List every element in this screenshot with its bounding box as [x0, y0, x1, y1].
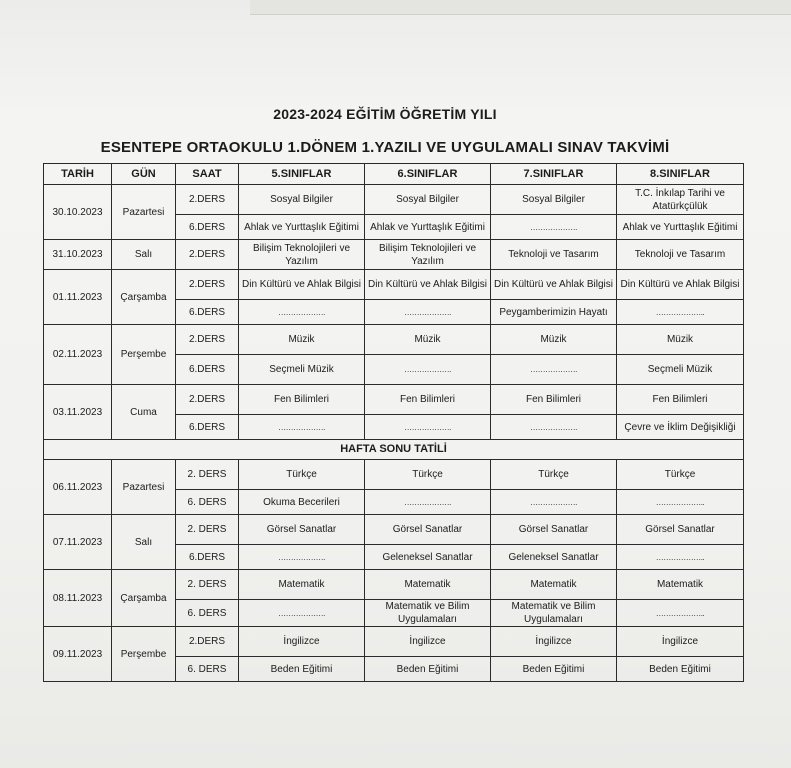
- subject-cell-c6: Görsel Sanatlar: [365, 515, 491, 545]
- header-row: [44, 164, 744, 185]
- subject-cell-c8: ………………..: [617, 600, 744, 627]
- day-cell: Perşembe: [112, 325, 176, 385]
- date-cell: 09.11.2023: [44, 627, 112, 682]
- table-row: [44, 325, 744, 355]
- subject-cell-c7: Teknoloji ve Tasarım: [491, 240, 617, 270]
- subject-cell-c5: Bilişim Teknolojileri ve Yazılım: [239, 240, 365, 270]
- subject-cell-c8: Çevre ve İklim Değişikliği: [617, 415, 744, 440]
- subject-cell-c5: Din Kültürü ve Ahlak Bilgisi: [239, 270, 365, 300]
- subject-cell-c6: Bilişim Teknolojileri ve Yazılım: [365, 240, 491, 270]
- subject-cell-c6: Geleneksel Sanatlar: [365, 545, 491, 570]
- subject-cell-c5: Beden Eğitimi: [239, 657, 365, 682]
- time-cell: 2.DERS: [176, 627, 239, 657]
- time-cell: 2.DERS: [176, 385, 239, 415]
- table-row: [44, 240, 744, 270]
- subject-cell-c7: Matematik ve Bilim Uygulamaları: [491, 600, 617, 627]
- subject-cell-c7: ……………….: [491, 415, 617, 440]
- time-cell: 6.DERS: [176, 415, 239, 440]
- date-cell: 07.11.2023: [44, 515, 112, 570]
- subject-cell-c7: Matematik: [491, 570, 617, 600]
- document-title: 2023-2024 EĞİTİM ÖĞRETİM YILI: [273, 106, 497, 122]
- day-cell: Perşembe: [112, 627, 176, 682]
- subject-cell-c6: Beden Eğitimi: [365, 657, 491, 682]
- date-cell: 31.10.2023: [44, 240, 112, 270]
- header-grade-8: 8.SINIFLAR: [617, 164, 744, 185]
- subject-cell-c5: Görsel Sanatlar: [239, 515, 365, 545]
- subject-cell-c7: Türkçe: [491, 460, 617, 490]
- subject-cell-c8: Teknoloji ve Tasarım: [617, 240, 744, 270]
- header-grade-5: 5.SINIFLAR: [239, 164, 365, 185]
- subject-cell-c5: ……………….: [239, 415, 365, 440]
- subject-cell-c8: Görsel Sanatlar: [617, 515, 744, 545]
- day-cell: Pazartesi: [112, 185, 176, 240]
- day-cell: Çarşamba: [112, 570, 176, 627]
- subject-cell-c5: Fen Bilimleri: [239, 385, 365, 415]
- document-subtitle: ESENTEPE ORTAOKULU 1.DÖNEM 1.YAZILI VE UYGULAMALI SINAV TAKVİMİ: [100, 139, 670, 156]
- subject-cell-c7: ……………….: [491, 215, 617, 240]
- subject-cell-c7: Din Kültürü ve Ahlak Bilgisi: [491, 270, 617, 300]
- day-cell: Salı: [112, 515, 176, 570]
- day-cell: Cuma: [112, 385, 176, 440]
- subject-cell-c5: Sosyal Bilgiler: [239, 185, 365, 215]
- subject-cell-c6: ……………….: [365, 300, 491, 325]
- paper-edge: [250, 0, 791, 15]
- subject-cell-c6: Matematik ve Bilim Uygulamaları: [365, 600, 491, 627]
- subject-cell-c5: Okuma Becerileri: [239, 490, 365, 515]
- subject-cell-c6: ……………….: [365, 490, 491, 515]
- subject-cell-c7: Peygamberimizin Hayatı: [491, 300, 617, 325]
- time-cell: 6. DERS: [176, 600, 239, 627]
- time-cell: 2.DERS: [176, 325, 239, 355]
- table-row: [44, 385, 744, 415]
- subject-cell-c7: İngilizce: [491, 627, 617, 657]
- subject-cell-c6: Sosyal Bilgiler: [365, 185, 491, 215]
- subject-cell-c6: Din Kültürü ve Ahlak Bilgisi: [365, 270, 491, 300]
- header-grade-6: 6.SINIFLAR: [365, 164, 491, 185]
- subject-cell-c5: ……………….: [239, 300, 365, 325]
- subject-cell-c5: ……………….: [239, 545, 365, 570]
- time-cell: 6. DERS: [176, 657, 239, 682]
- table-row: [44, 270, 744, 300]
- subject-cell-c5: İngilizce: [239, 627, 365, 657]
- time-cell: 2. DERS: [176, 460, 239, 490]
- subject-cell-c7: Geleneksel Sanatlar: [491, 545, 617, 570]
- subject-cell-c8: ………………..: [617, 545, 744, 570]
- day-cell: Salı: [112, 240, 176, 270]
- week-break-row: [44, 440, 744, 460]
- subject-cell-c8: Müzik: [617, 325, 744, 355]
- exam-schedule-table: [43, 163, 744, 682]
- subject-cell-c6: Matematik: [365, 570, 491, 600]
- subject-cell-c5: Ahlak ve Yurttaşlık Eğitimi: [239, 215, 365, 240]
- subject-cell-c6: ……………….: [365, 355, 491, 385]
- subject-cell-c5: Türkçe: [239, 460, 365, 490]
- subject-cell-c6: Fen Bilimleri: [365, 385, 491, 415]
- subject-cell-c8: Matematik: [617, 570, 744, 600]
- header-date: TARİH: [44, 164, 112, 185]
- subject-cell-c8: Seçmeli Müzik: [617, 355, 744, 385]
- time-cell: 6.DERS: [176, 545, 239, 570]
- subject-cell-c7: Fen Bilimleri: [491, 385, 617, 415]
- subject-cell-c8: ………………..: [617, 300, 744, 325]
- subject-cell-c7: Beden Eğitimi: [491, 657, 617, 682]
- subject-cell-c7: ……………….: [491, 490, 617, 515]
- subject-cell-c6: Müzik: [365, 325, 491, 355]
- date-cell: 01.11.2023: [44, 270, 112, 325]
- table-row: [44, 515, 744, 545]
- subject-cell-c5: Seçmeli Müzik: [239, 355, 365, 385]
- subject-cell-c8: ………………..: [617, 490, 744, 515]
- header-time: SAAT: [176, 164, 239, 185]
- header-day: GÜN: [112, 164, 176, 185]
- table-row: [44, 460, 744, 490]
- table-row: [44, 185, 744, 215]
- day-cell: Pazartesi: [112, 460, 176, 515]
- time-cell: 2. DERS: [176, 570, 239, 600]
- subject-cell-c6: Türkçe: [365, 460, 491, 490]
- subject-cell-c5: Matematik: [239, 570, 365, 600]
- subject-cell-c6: Ahlak ve Yurttaşlık Eğitimi: [365, 215, 491, 240]
- date-cell: 03.11.2023: [44, 385, 112, 440]
- subject-cell-c7: ……………….: [491, 355, 617, 385]
- time-cell: 6.DERS: [176, 215, 239, 240]
- subject-cell-c7: Görsel Sanatlar: [491, 515, 617, 545]
- table-row: [44, 627, 744, 657]
- week-break-label: HAFTA SONU TATİLİ: [44, 440, 744, 460]
- date-cell: 02.11.2023: [44, 325, 112, 385]
- subject-cell-c8: T.C. İnkılap Tarihi ve Atatürkçülük: [617, 185, 744, 215]
- subject-cell-c8: Ahlak ve Yurttaşlık Eğitimi: [617, 215, 744, 240]
- subject-cell-c8: Beden Eğitimi: [617, 657, 744, 682]
- subject-cell-c7: Sosyal Bilgiler: [491, 185, 617, 215]
- date-cell: 08.11.2023: [44, 570, 112, 627]
- time-cell: 2.DERS: [176, 240, 239, 270]
- day-cell: Çarşamba: [112, 270, 176, 325]
- time-cell: 6.DERS: [176, 300, 239, 325]
- date-cell: 06.11.2023: [44, 460, 112, 515]
- subject-cell-c8: Fen Bilimleri: [617, 385, 744, 415]
- subject-cell-c5: Müzik: [239, 325, 365, 355]
- subject-cell-c7: Müzik: [491, 325, 617, 355]
- subject-cell-c8: Din Kültürü ve Ahlak Bilgisi: [617, 270, 744, 300]
- header-grade-7: 7.SINIFLAR: [491, 164, 617, 185]
- time-cell: 2. DERS: [176, 515, 239, 545]
- subject-cell-c6: İngilizce: [365, 627, 491, 657]
- time-cell: 6. DERS: [176, 490, 239, 515]
- date-cell: 30.10.2023: [44, 185, 112, 240]
- subject-cell-c6: ……………….: [365, 415, 491, 440]
- time-cell: 2.DERS: [176, 185, 239, 215]
- subject-cell-c8: İngilizce: [617, 627, 744, 657]
- subject-cell-c8: Türkçe: [617, 460, 744, 490]
- subject-cell-c5: ……………….: [239, 600, 365, 627]
- time-cell: 6.DERS: [176, 355, 239, 385]
- table-row: [44, 570, 744, 600]
- time-cell: 2.DERS: [176, 270, 239, 300]
